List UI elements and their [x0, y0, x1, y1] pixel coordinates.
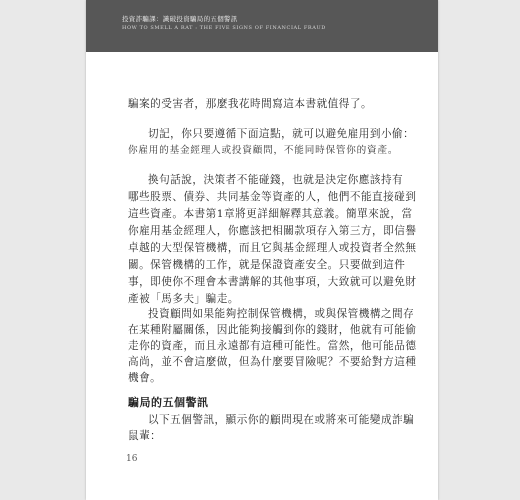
body-line: 投資顧問如果能夠控制保管機構，或與保管機構之間存 [148, 308, 415, 320]
body-line: 你雇用基金經理人，你應該把相關款項存入第三方，即信譽 [128, 225, 417, 237]
book-page [86, 0, 438, 500]
section-title: 騙局的五個警訊 [128, 396, 209, 409]
body-line: 機會。 [128, 372, 162, 384]
body-line: 產被「馬多夫」騙走。 [128, 293, 239, 305]
body-line: 事，即使你不理會本書講解的其他事項，大致就可以避免財 [128, 276, 417, 288]
body-line: 騙案的受害者，那麼我花時間寫這本書就值得了。 [128, 98, 373, 110]
running-header [86, 0, 438, 52]
body-line: 哪些股票、債券、共同基金等資產的人，他們不能直接碰到 [128, 191, 417, 203]
body-line: 走你的資產，而且永遠都有這種可能性。當然，他可能品德 [128, 340, 417, 352]
emphasized-rule: 你雇用的基金經理人或投資顧問，不能同時保管你的資產。 [128, 145, 399, 156]
header-title-chinese: 投資詐騙課：識破投資騙局的五個警訊 [122, 15, 238, 23]
section-body-line: 以下五個警訊，顯示你的顧問現在或將來可能變成詐騙 [148, 414, 415, 426]
body-line: 切記，你只要遵循下面這點，就可以避免雇用到小偷： [148, 128, 415, 140]
header-title-english: HOW TO SMELL A RAT : THE FIVE SIGNS OF FINANCIAL FRAUD [122, 25, 326, 31]
body-line: 關。保管機構的工作，就是保證資產安全。只要做到這件 [128, 259, 406, 271]
body-line: 換句話說，決策者不能碰錢，也就是決定你應該持有 [148, 174, 404, 186]
body-line: 這些資產。本書第1章將更詳細解釋其意義。簡單來說，當 [128, 208, 413, 220]
body-line: 高尚，並不會這麼做，但為什麼要冒險呢？不要給對方這種 [128, 356, 417, 368]
section-body-line: 鼠輩： [128, 430, 162, 442]
page-number: 16 [126, 454, 138, 464]
body-line: 在某種附屬關係，因此能夠接觸到你的錢財，他就有可能偷 [128, 324, 417, 336]
body-line: 卓越的大型保管機構，而且它與基金經理人或投資者全然無 [128, 242, 417, 254]
